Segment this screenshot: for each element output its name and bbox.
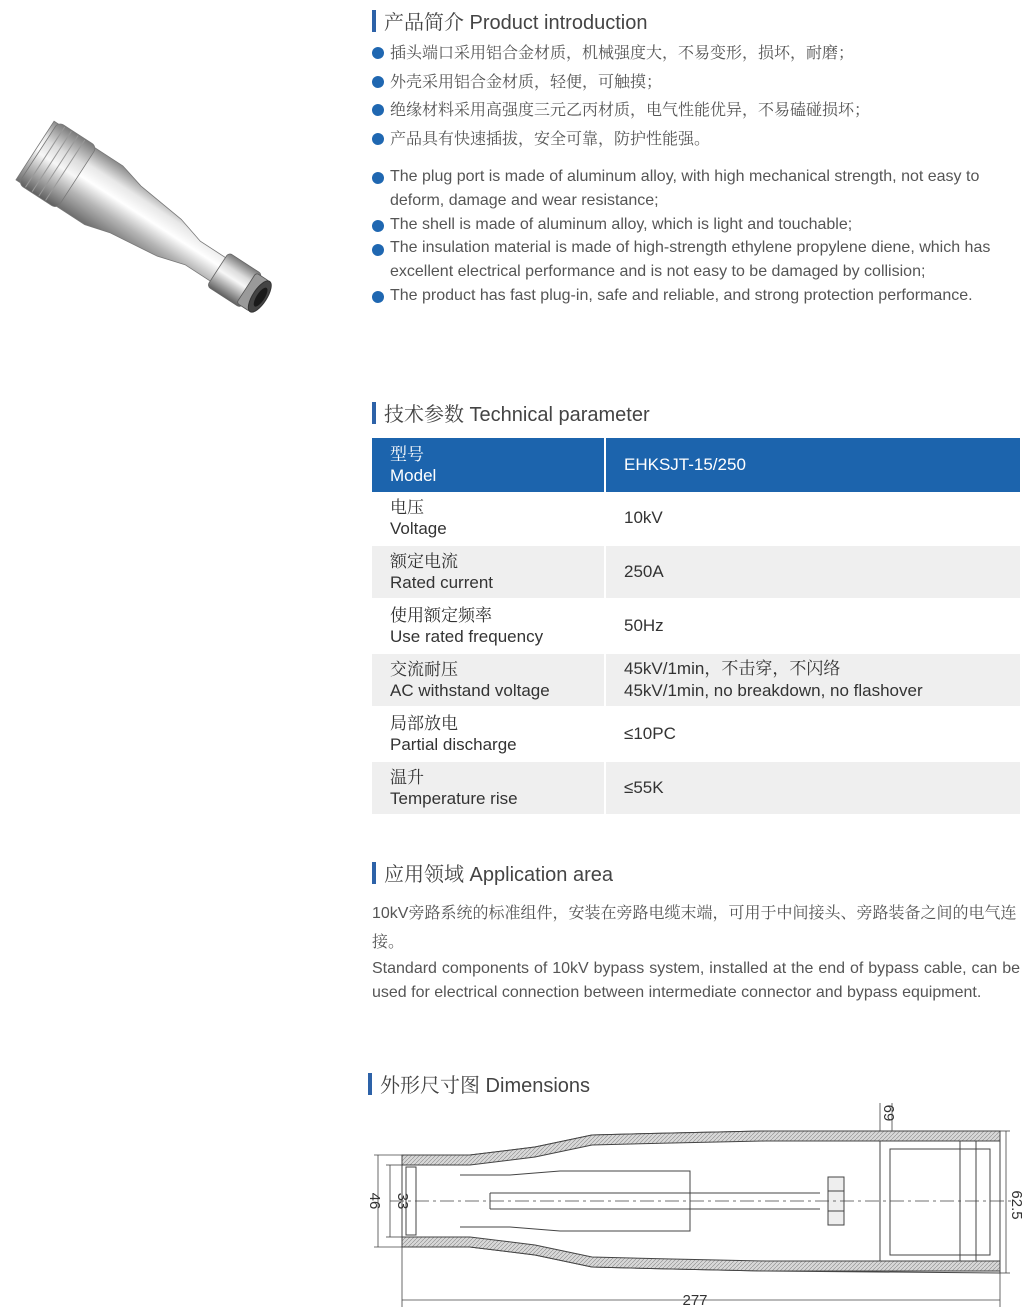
table-row: 电压 Voltage 10kV xyxy=(372,492,1020,546)
intro-cn-list xyxy=(372,40,1020,154)
table-row: 局部放电 Partial discharge ≤10PC xyxy=(372,708,1020,762)
dim-d4-label: 69 xyxy=(880,1104,897,1122)
table-row: 额定电流 Rated current 250A xyxy=(372,546,1020,600)
heading-bar xyxy=(368,1073,372,1095)
model-value-cell: EHKSJT-15/250 xyxy=(606,438,1020,492)
intro-title: 产品简介 Product introduction xyxy=(384,12,648,34)
dim-d1-label: 33 xyxy=(394,1192,411,1210)
product-photo xyxy=(0,95,330,375)
dim-d2-label: 46 xyxy=(366,1192,383,1210)
list-item: 绝缘材料采用高强度三元乙丙材质，电气性能优异，不易磕碰损坏； xyxy=(372,97,1020,126)
model-label-cell: 型号 Model xyxy=(372,438,606,492)
application-text-en: Standard components of 10kV bypass system, installed at the end of bypass cable, can be used for electrical connection between intermediate connector and bypass equipment. xyxy=(372,960,1020,1001)
list-item: 产品具有快速插拔，安全可靠，防护性能强。 xyxy=(372,126,1020,155)
heading-bar xyxy=(372,10,376,32)
table-row: 交流耐压 AC withstand voltage 45kV/1min，不击穿，不闪络 45kV/1min, no breakdown, no flashover xyxy=(372,654,1020,708)
dim-d3-label: 62.5 xyxy=(1008,1190,1025,1220)
parameter-table xyxy=(372,438,1020,816)
tech-heading xyxy=(372,398,650,427)
bullet-icon xyxy=(372,76,384,88)
application-heading xyxy=(372,858,613,887)
heading-bar xyxy=(372,402,376,424)
list-item: The product has fast plug-in, safe and reliable, and strong protection performance. xyxy=(372,284,1020,308)
application-text-cn: 10kV旁路系统的标准组件，安装在旁路电缆末端，可用于中间接头、旁路装备之间的电气连接。 xyxy=(372,905,1017,951)
table-header-row xyxy=(372,438,1020,492)
list-item: The insulation material is made of high-strength ethylene propylene diene, which has excellent electrical performance and is not easy to be damaged by collision; xyxy=(372,236,1020,284)
heading-bar xyxy=(372,862,376,884)
table-row: 使用额定频率 Use rated frequency 50Hz xyxy=(372,600,1020,654)
application-title: 应用领域 Application area xyxy=(384,864,613,886)
bullet-icon xyxy=(372,244,384,256)
bullet-icon xyxy=(372,291,384,303)
bullet-icon xyxy=(372,47,384,59)
bullet-icon xyxy=(372,104,384,116)
list-item: 插头端口采用铝合金材质，机械强度大，不易变形，损坏，耐磨； xyxy=(372,40,1020,69)
bullet-icon xyxy=(372,220,384,232)
list-item: The shell is made of aluminum alloy, which is light and touchable; xyxy=(372,213,1020,237)
dimensions-heading xyxy=(368,1069,590,1098)
bullet-icon xyxy=(372,172,384,184)
dimension-drawing xyxy=(360,1095,1028,1312)
dimensions-title: 外形尺寸图 Dimensions xyxy=(380,1075,591,1097)
bullet-icon xyxy=(372,133,384,145)
intro-en-list xyxy=(372,165,1020,308)
table-row: 温升 Temperature rise ≤55K xyxy=(372,762,1020,816)
list-item: The plug port is made of aluminum alloy, with high mechanical strength, not easy to deform, damage and wear resistance; xyxy=(372,165,1020,213)
dim-length-label: 277 xyxy=(682,1292,708,1309)
tech-title: 技术参数 Technical parameter xyxy=(384,404,650,426)
list-item: 外壳采用铝合金材质，轻便，可触摸； xyxy=(372,69,1020,98)
intro-heading xyxy=(372,6,647,35)
